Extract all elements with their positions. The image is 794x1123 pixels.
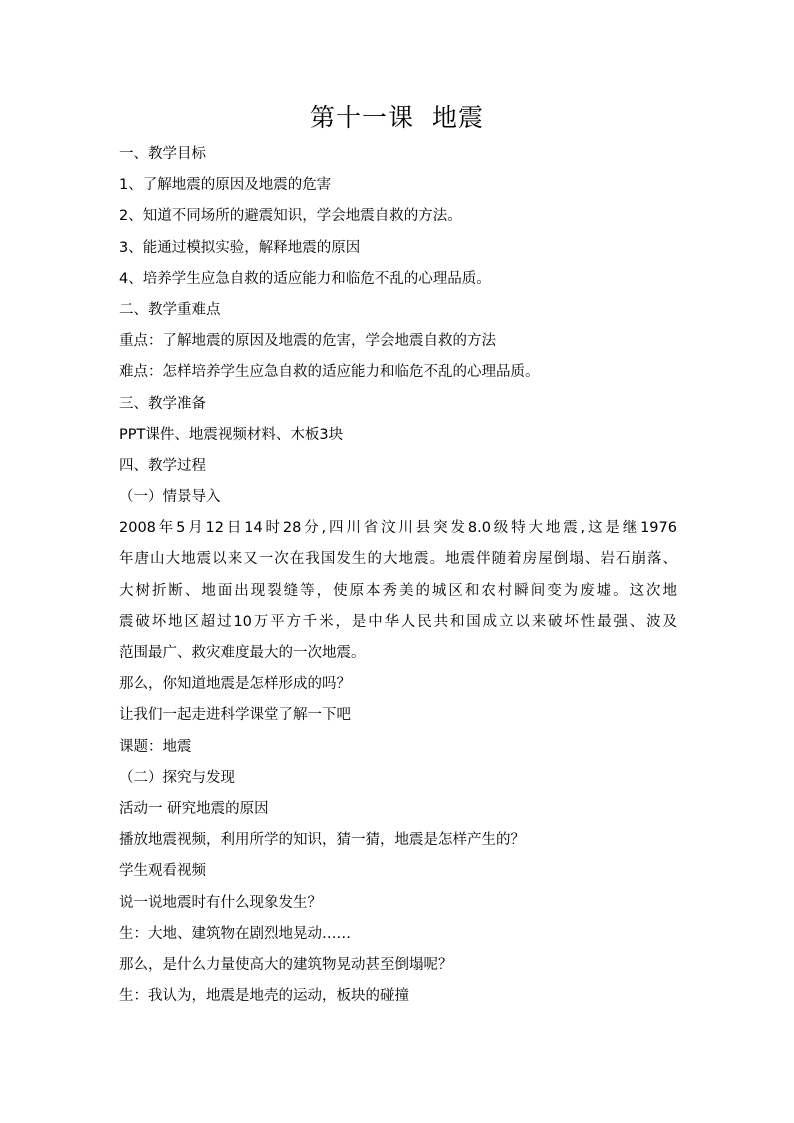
subsection-heading-intro: （一）情景导入 [119,489,221,506]
student-answer: 生：我认为，地震是地壳的运动，板块的碰撞 [119,988,409,1005]
student-answer: 生：大地、建筑物在剧烈地晃动…… [119,925,351,942]
intro-text: 让我们一起走进科学课堂了解一下吧 [119,707,351,724]
key-point-text: 重点：了解地震的原因及地震的危害，学会地震自救的方法 [119,333,496,350]
question-text: 那么，你知道地震是怎样形成的吗？ [119,676,351,693]
section-heading-process: 四、教学过程 [119,457,206,474]
document-body [119,139,677,1012]
page-title: 第十一课 地震 [310,103,484,132]
topic-text: 课题：地震 [119,738,192,755]
objective-item: 3、能通过模拟实验，解释地震的原因 [119,239,361,256]
objective-item: 1、了解地震的原因及地震的危害 [119,177,332,194]
activity-heading: 活动一 研究地震的原因 [119,800,269,817]
materials-text: PPT课件、地震视频材料、木板3块 [119,426,344,443]
difficult-point-text: 难点：怎样培养学生应急自救的适应能力和临危不乱的心理品质。 [119,364,540,381]
paragraph-line: 2008年5月12日14时28分,四川省汶川县突发8.0级特大地震,这是继1976 [119,520,677,537]
objective-item: 2、知道不同场所的避震知识，学会地震自救的方法。 [119,208,462,225]
section-heading-key-points: 二、教学重难点 [119,301,221,318]
objective-item: 4、培养学生应急自救的适应能力和临危不乱的心理品质。 [119,270,491,287]
question-text: 那么，是什么力量使高大的建筑物晃动甚至倒塌呢？ [119,956,453,973]
paragraph-line: 范围最广、救灾难度最大的一次地震。 [119,645,366,661]
instruction-text: 说一说地震时有什么现象发生？ [119,894,322,911]
instruction-text: 学生观看视频 [119,863,206,880]
subsection-heading-explore: （二）探究与发现 [119,769,235,786]
section-heading-preparation: 三、教学准备 [119,395,206,412]
section-heading-objectives: 一、教学目标 [119,146,206,162]
instruction-text: 播放地震视频，利用所学的知识，猜一猜，地震是怎样产生的？ [119,832,525,849]
paragraph-line: 震破坏地区超过10万平方千米，是中华人民共和国成立以来破坏性最强、波及 [119,613,677,630]
paragraph-line: 大树折断、地面出现裂缝等，使原本秀美的城区和农村瞬间变为废墟。这次地 [119,582,677,599]
paragraph-line: 年唐山大地震以来又一次在我国发生的大地震。地震伴随着房屋倒塌、岩石崩落、 [119,551,677,568]
